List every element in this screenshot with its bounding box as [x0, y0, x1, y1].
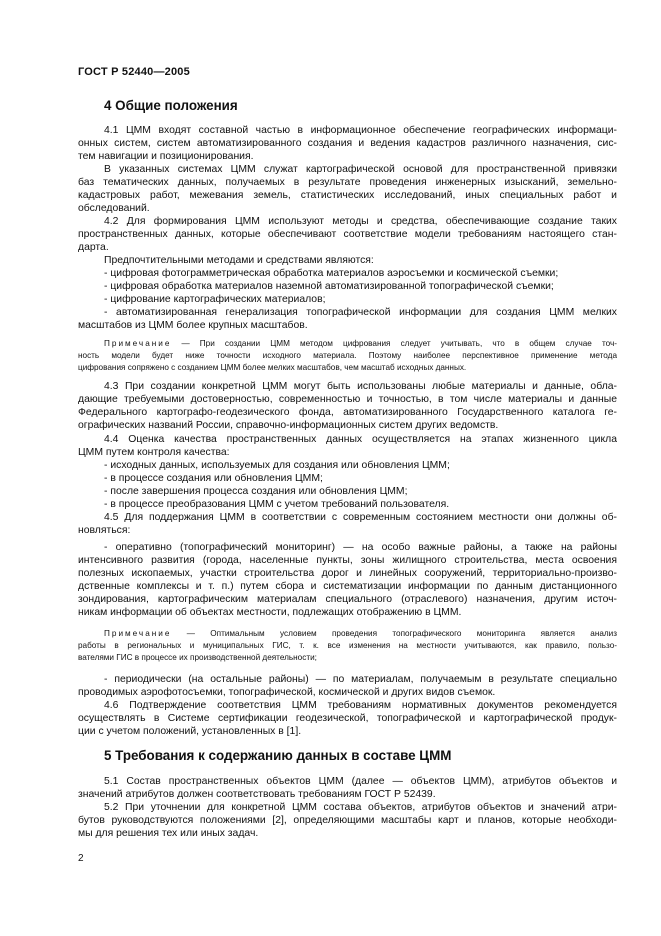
paragraph-line: 5.1 Состав пространственных объектов ЦММ (далее — объектов ЦММ), атрибутов объектов и [104, 776, 617, 787]
paragraph-line: интенсивного развития (города, населенные пункты, зоны жилищного строительства, места освоения [78, 555, 617, 566]
paragraph-line: 4.4 Оценка качества пространственных данных осуществляется на этапах жизненного цикла [104, 434, 617, 445]
paragraph-line: мы для решения тех или иных задач. [78, 828, 259, 839]
document-header: ГОСТ Р 52440—2005 [78, 66, 190, 78]
paragraph-line: ографических названий России, справочно-информационных систем других ведомств. [78, 420, 499, 431]
paragraph-line: проводимых аэрофотосъемки, топографической, космической и других видов съемок. [78, 687, 496, 698]
paragraph-line: обследований. [78, 203, 150, 214]
section-5-title: 5 Требования к содержанию данных в составе ЦММ [104, 748, 452, 763]
list-item: - цифровая фотограмметрическая обработка материалов аэросъемки и космической съемки; [104, 268, 559, 279]
note-label: Примечание [104, 339, 172, 348]
paragraph-line: 4.5 Для поддержания ЦММ в соответствии с современным состоянием местности они должны об- [104, 512, 617, 523]
paragraph-line: полезных ископаемых, участки строительства дорог и линейных сооружений, территориально-произво- [78, 568, 617, 579]
paragraph-line: дающие требуемыми достоверностью, современностью и точностью, в том числе материалы и данные [78, 394, 617, 405]
paragraph-line: кадастровых работ, межевания земель, статистических исследований, иных специальных работ и [78, 190, 617, 201]
paragraph-line: 4.6 Подтверждение соответствия ЦММ требованиям нормативных документов рекомендуется [104, 700, 617, 711]
list-item: - периодически (на остальные районы) — по материалам, получаемым в результате специально [104, 674, 617, 685]
paragraph-line: 4.3 При создании конкретной ЦММ могут быть использованы любые материалы и данные, обла- [104, 381, 617, 392]
paragraph-line: 4.2 Для формирования ЦММ используют методы и средства, обеспечивающие создание таких [104, 216, 617, 227]
paragraph-line: ЦММ путем контроля качества: [78, 447, 230, 458]
paragraph-line: 5.2 При уточнении для конкретной ЦММ состава объектов, атрибутов объектов и значений атри- [104, 802, 617, 813]
paragraph-line: значений атрибутов должен соответствовать требованиям ГОСТ Р 52439. [78, 789, 436, 800]
paragraph-line: никам информации об объектах местности, подлежащих отображению в ЦММ. [78, 607, 462, 618]
paragraph-line: дственные комплексы и т. п.) путем сбора и систематизации информации по данным дистанционного [78, 581, 617, 592]
note-label: Примечание [104, 629, 172, 638]
note-line: Примечание — При создании ЦММ методом цифрования следует учитывать, что в общем случае точ- [104, 339, 617, 348]
list-item: - после завершения процесса создания или обновления ЦММ; [104, 486, 408, 497]
note-line: Примечание — Оптимальным условием проведения топографического мониторинга является анализ [104, 629, 617, 638]
list-item: - в процессе преобразования ЦММ с учетом требований пользователя. [104, 499, 450, 510]
paragraph-line: бутов руководствуются положениями [2], определяющими масштабы карт и планов, которые необходи- [78, 815, 617, 826]
list-item: - исходных данных, используемых для создания или обновления ЦММ; [104, 460, 450, 471]
paragraph-line: дарта. [78, 242, 109, 253]
paragraph-line: тем навигации и позиционирования. [78, 151, 254, 162]
list-item: - автоматизированная генерализация топографической информации для создания ЦММ мелких [104, 307, 617, 318]
list-item: - цифрование картографических материалов; [104, 294, 326, 305]
note-line: работы в региональных и муниципальных ГИС, т. к. все изменения на местности учитываются, как правило, пользо- [78, 641, 617, 650]
paragraph-line: баз тематических данных, получаемых в результате проведения инженерных изысканий, земельно- [78, 177, 617, 188]
section-4-title: 4 Общие положения [104, 98, 238, 113]
paragraph-line: новляться: [78, 525, 131, 536]
paragraph-line: осуществлять в Системе сертификации геодезической, топографической и картографической продук- [78, 713, 617, 724]
paragraph-line: Предпочтительными методами и средствами являются: [104, 255, 374, 266]
paragraph-line: В указанных системах ЦММ служат картографической основой для пространственной привязки [104, 164, 617, 175]
list-item: - цифровая обработка материалов наземной автоматизированной топографической съемки; [104, 281, 554, 292]
note-line: вателями ГИС в процессе их производственной деятельности; [78, 653, 317, 662]
note-line: ность модели будет ниже точности исходного материала. Поэтому наиболее перспективное применение метода [78, 351, 617, 360]
page-number: 2 [78, 853, 84, 864]
paragraph-line: пространственных данных, которые обеспечивают соответствие модели требованиям настоящего стан- [78, 229, 617, 240]
paragraph-line: 4.1 ЦММ входят составной частью в информационное обеспечение географических информаци- [104, 125, 617, 136]
paragraph-line: ции с учетом положений, установленных в [1]. [78, 726, 302, 737]
paragraph-line: онных систем, систем автоматизированного создания и ведения кадастров различного назначения, сис- [78, 138, 617, 149]
note-line: цифрования сопряжено с созданием ЦММ более мелких масштабов, чем масштаб исходных данных. [78, 363, 467, 372]
list-item-continuation: масштабов из ЦММ более крупных масштабов. [78, 320, 308, 331]
list-item: - оперативно (топографический мониторинг) — на особо важные районы, а также на районы [104, 542, 617, 553]
paragraph-line: зондирования, картографическим материалам специального (отраслевого) назначения, другим источ- [78, 594, 617, 605]
list-item: - в процессе создания или обновления ЦММ; [104, 473, 323, 484]
paragraph-line: Федерального картографо-геодезического фонда, автоматизированного Государственного каталога ге- [78, 407, 617, 418]
